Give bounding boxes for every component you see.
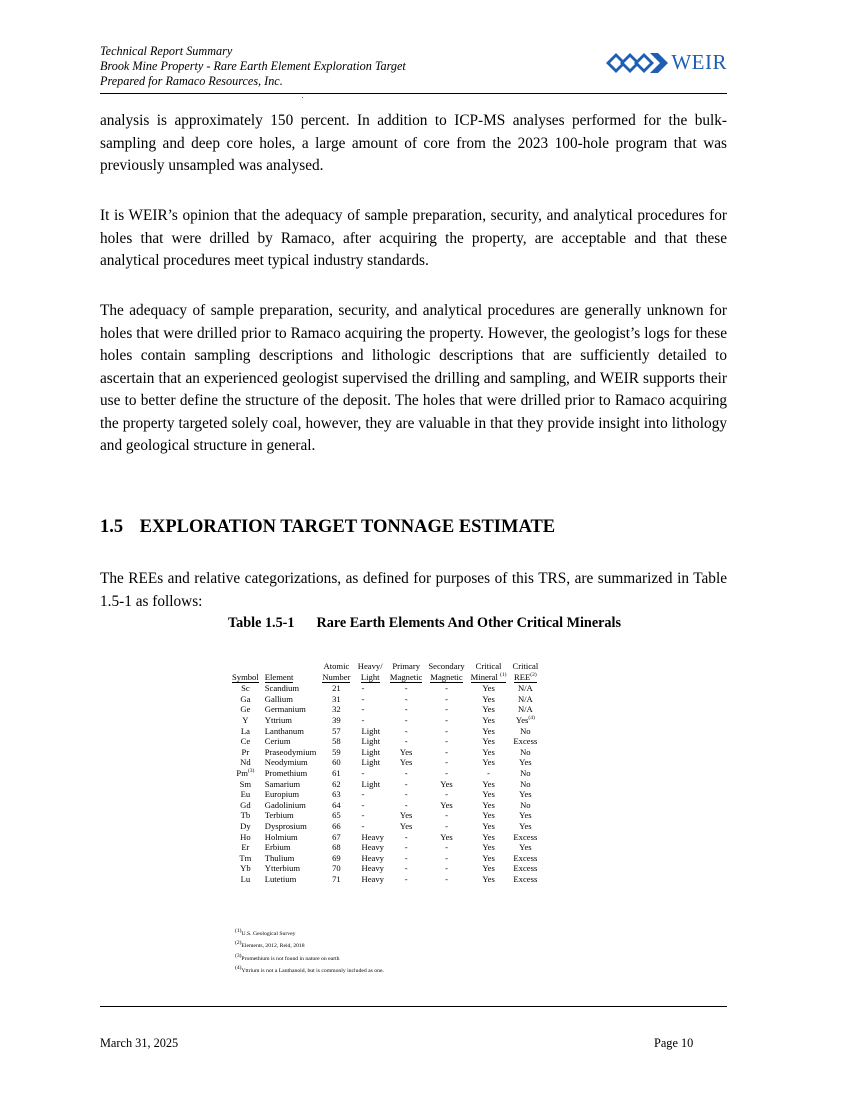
table-row	[229, 789, 541, 800]
cell-critical-ree: No	[520, 746, 531, 757]
footer-divider	[100, 1006, 727, 1007]
cell-secondary-magnetic: -	[445, 863, 448, 874]
cell-critical-ree: Yes	[519, 820, 532, 831]
cell-atomic-number: 71	[332, 873, 341, 884]
cell-symbol: Eu	[240, 789, 251, 800]
cell-primary-magnetic: -	[404, 831, 408, 842]
cell-critical-ree: Yes	[519, 842, 532, 853]
cell-primary-magnetic: Yes	[399, 757, 413, 768]
cell-symbol: Tb	[240, 810, 251, 821]
header-secondary-magnetic: Secondary Magnetic	[428, 661, 465, 682]
cell-secondary-magnetic: Yes	[440, 831, 453, 842]
logo-text: WEIR	[671, 50, 727, 74]
table-row	[229, 821, 541, 832]
cell-symbol: Yb	[240, 863, 251, 874]
paragraph-3	[100, 300, 727, 458]
cell-heavy-light: -	[361, 714, 365, 725]
cell-symbol: Ho	[240, 831, 251, 842]
cell-secondary-magnetic: -	[445, 873, 448, 884]
header-line-2: Brook Mine Property - Rare Earth Element Exploration Target	[100, 59, 406, 73]
cell-symbol: Ce	[240, 736, 251, 747]
cell-critical-mineral: -	[487, 767, 490, 778]
page-header	[100, 44, 727, 92]
cell-critical-ree: N/A	[517, 683, 533, 694]
cell-element: Lutetium	[264, 873, 297, 884]
cell-secondary-magnetic: -	[445, 852, 448, 863]
cell-heavy-light: Heavy	[361, 873, 384, 884]
header-heavy-light: Heavy/ Light	[357, 661, 383, 682]
cell-critical-mineral: Yes	[482, 789, 495, 800]
cell-atomic-number: 69	[332, 852, 341, 863]
cell-secondary-magnetic: -	[445, 693, 448, 704]
cell-secondary-magnetic: -	[445, 683, 448, 694]
header-critical-mineral: Critical Mineral $^{(1)}$	[470, 661, 507, 682]
footer-date: March 31, 2025	[100, 1036, 179, 1050]
footer-page-number: Page 10	[654, 1036, 694, 1050]
cell-primary-magnetic: -	[404, 736, 408, 747]
cell-symbol: Nd	[240, 757, 251, 768]
cell-primary-magnetic: Yes	[399, 746, 413, 757]
cell-atomic-number: 66	[332, 820, 341, 831]
cell-heavy-light: Light	[361, 736, 381, 747]
cell-primary-magnetic: -	[404, 873, 408, 884]
cell-heavy-light: Heavy	[361, 852, 384, 863]
cell-element: Gadolinium	[264, 799, 306, 810]
cell-atomic-number: 60	[332, 757, 341, 768]
cell-symbol: Er	[241, 842, 250, 853]
cell-element: Holmium	[264, 831, 298, 842]
cell-critical-ree: No	[520, 778, 531, 789]
cell-primary-magnetic: -	[404, 842, 408, 853]
table-caption	[0, 615, 849, 632]
section-heading	[100, 517, 555, 538]
cell-critical-ree: Yes$^{(4)}$	[515, 714, 535, 725]
cell-critical-ree: No	[520, 767, 531, 778]
cell-primary-magnetic: -	[404, 863, 408, 874]
cell-critical-mineral: Yes	[482, 863, 495, 874]
cell-critical-mineral: Yes	[482, 757, 495, 768]
cell-secondary-magnetic: -	[445, 746, 448, 757]
cell-symbol: Tm	[239, 852, 252, 863]
table-row	[229, 853, 541, 864]
header-line-1: Technical Report Summary	[100, 44, 233, 58]
cell-element: Praseodymium	[264, 746, 317, 757]
footnote: $^{(2)}$Elements, 2012, Reid, 2018	[235, 940, 305, 950]
cell-symbol: Sm	[239, 778, 252, 789]
table-intro-paragraph	[100, 568, 727, 613]
cell-critical-mineral: Yes	[482, 736, 495, 747]
header-symbol: Symbol	[232, 671, 259, 682]
cell-critical-mineral: Yes	[482, 683, 495, 694]
cell-critical-ree: Excess	[513, 852, 538, 863]
cell-heavy-light: -	[361, 820, 365, 831]
cell-element: Lanthanum	[264, 725, 304, 736]
header-critical-ree: Critical REE$^{(2)}$	[512, 661, 539, 682]
header-element: Element	[264, 671, 294, 682]
cell-atomic-number: 57	[332, 725, 341, 736]
cell-atomic-number: 21	[332, 683, 341, 694]
cell-critical-ree: N/A	[517, 693, 533, 704]
cell-critical-ree: Excess	[513, 863, 538, 874]
header-dot	[302, 97, 303, 98]
cell-critical-ree: Excess	[513, 873, 538, 884]
cell-atomic-number: 63	[332, 789, 341, 800]
cell-critical-mineral: Yes	[482, 820, 495, 831]
cell-heavy-light: Heavy	[361, 842, 384, 853]
cell-element: Europium	[264, 789, 300, 800]
footnote: $^{(3)}$Promethium is not found in nature on earth	[235, 952, 340, 962]
cell-critical-mineral: Yes	[482, 746, 495, 757]
cell-critical-ree: Excess	[513, 736, 538, 747]
cell-element: Germanium	[264, 704, 306, 715]
cell-critical-ree: N/A	[517, 704, 533, 715]
cell-critical-ree: No	[520, 725, 531, 736]
table-row	[229, 694, 541, 705]
cell-symbol: Ga	[240, 693, 251, 704]
paragraph-text: The adequacy of sample preparation, security, and analytical procedures are generally unknown for holes that were drilled prior to Ramaco acquiring the property. However, the geologist’s logs for these holes contain sampling descriptions and lithologic descriptions that are sufficiently detailed to ascertain that an experienced geologist supervised the drilling and sampling, and WEIR supports their use to better define the structure of the deposit. The holes that were drilled prior to Ramaco acquiring the property targeted solely coal, however, they are valuable in that they provide insight into lithology and geological structure in general.	[100, 302, 727, 454]
table-row	[229, 800, 541, 811]
cell-element: Neodymium	[264, 757, 308, 768]
paragraph-1	[100, 110, 727, 178]
cell-heavy-light: -	[361, 767, 365, 778]
cell-critical-mineral: Yes	[482, 704, 495, 715]
table-row	[229, 683, 541, 694]
cell-heavy-light: Light	[361, 778, 381, 789]
cell-element: Erbium	[264, 842, 291, 853]
paragraph-text: The REEs and relative categorizations, as defined for purposes of this TRS, are summarized in Table 1.5-1 as follows:	[100, 570, 727, 610]
header-primary-magnetic: Primary Magnetic	[389, 661, 423, 682]
cell-element: Promethium	[264, 767, 308, 778]
cell-critical-ree: Yes	[519, 789, 532, 800]
table-row	[229, 704, 541, 715]
cell-element: Gallium	[264, 693, 293, 704]
cell-critical-ree: Excess	[513, 831, 538, 842]
cell-element: Samarium	[264, 778, 301, 789]
cell-element: Terbium	[264, 810, 294, 821]
cell-symbol: Y	[242, 714, 249, 725]
table-footnotes	[235, 928, 384, 977]
cell-critical-mineral: Yes	[482, 778, 495, 789]
cell-symbol: Gd	[240, 799, 251, 810]
table-row	[229, 842, 541, 853]
cell-heavy-light: -	[361, 683, 365, 694]
cell-primary-magnetic: -	[404, 725, 408, 736]
section-title: EXPLORATION TARGET TONNAGE ESTIMATE	[139, 517, 556, 537]
cell-critical-mineral: Yes	[482, 799, 495, 810]
cell-element: Dysprosium	[264, 820, 307, 831]
cell-primary-magnetic: -	[404, 704, 408, 715]
table-row	[229, 874, 541, 885]
header-divider	[100, 93, 727, 94]
table-row	[229, 726, 541, 737]
table-row	[229, 768, 541, 779]
cell-critical-mineral: Yes	[482, 725, 495, 736]
footnote: $^{(1)}$U.S. Geological Survey	[235, 928, 296, 937]
table-row	[229, 810, 541, 821]
cell-critical-ree: No	[520, 799, 531, 810]
cell-heavy-light: -	[361, 693, 365, 704]
cell-element: Thulium	[264, 852, 295, 863]
cell-atomic-number: 65	[332, 810, 341, 821]
cell-heavy-light: Light	[361, 725, 381, 736]
cell-secondary-magnetic: -	[445, 842, 448, 853]
cell-critical-ree: Yes	[519, 810, 532, 821]
header-line-3: Prepared for Ramaco Resources, Inc.	[100, 74, 283, 88]
cell-critical-mineral: Yes	[482, 810, 495, 821]
table-body	[229, 683, 541, 884]
table-row	[229, 863, 541, 874]
cell-critical-mineral: Yes	[482, 852, 495, 863]
cell-heavy-light: -	[361, 810, 365, 821]
cell-symbol: La	[240, 725, 250, 736]
cell-heavy-light: Light	[361, 757, 381, 768]
table-row	[229, 736, 541, 747]
cell-atomic-number: 31	[332, 693, 341, 704]
cell-symbol: Pm$^{(3)}$	[236, 767, 255, 778]
table-row	[229, 779, 541, 790]
cell-heavy-light: Light	[361, 746, 381, 757]
cell-secondary-magnetic: -	[445, 810, 448, 821]
cell-critical-mineral: Yes	[482, 873, 495, 884]
table-row	[229, 757, 541, 768]
cell-symbol: Lu	[240, 873, 251, 884]
cell-atomic-number: 61	[332, 767, 341, 778]
cell-symbol: Dy	[240, 820, 251, 831]
table-row	[229, 832, 541, 843]
cell-secondary-magnetic: -	[445, 704, 448, 715]
cell-secondary-magnetic: -	[445, 725, 448, 736]
cell-primary-magnetic: -	[404, 767, 408, 778]
table-header-row	[229, 661, 541, 683]
cell-heavy-light: -	[361, 789, 365, 800]
cell-secondary-magnetic: -	[445, 757, 448, 768]
cell-atomic-number: 64	[332, 799, 341, 810]
cell-secondary-magnetic: -	[445, 714, 448, 725]
cell-atomic-number: 39	[332, 714, 341, 725]
paragraph-text: It is WEIR’s opinion that the adequacy of sample preparation, security, and analytical procedures for holes that were drilled by Ramaco, after acquiring the property, are acceptable and that these analytical procedures meet typical industry standards.	[100, 207, 727, 269]
section-number: 1.5	[100, 517, 124, 537]
paragraph-2	[100, 205, 727, 273]
cell-element: Yttrium	[264, 714, 292, 725]
cell-primary-magnetic: -	[404, 789, 408, 800]
table-row	[229, 715, 541, 726]
cell-heavy-light: -	[361, 799, 365, 810]
cell-element: Ytterbium	[264, 863, 301, 874]
cell-symbol: Sc	[241, 683, 250, 694]
cell-primary-magnetic: Yes	[399, 820, 413, 831]
cell-atomic-number: 67	[332, 831, 341, 842]
paragraph-text: analysis is approximately 150 percent. In addition to ICP-MS analyses performed for the bulk-sampling and deep core holes, a large amount of core from the 2023 100-hole program that was previously unsampled was analysed.	[100, 112, 727, 174]
cell-primary-magnetic: -	[404, 778, 408, 789]
cell-heavy-light: -	[361, 704, 365, 715]
table-title: Rare Earth Elements And Other Critical Minerals	[316, 615, 621, 631]
table-row	[229, 747, 541, 758]
cell-secondary-magnetic: -	[445, 767, 448, 778]
cell-primary-magnetic: -	[404, 693, 408, 704]
header-atomic-number: Atomic Number	[322, 661, 351, 682]
cell-primary-magnetic: Yes	[399, 810, 413, 821]
weir-logo-diamonds-icon	[606, 53, 670, 73]
footnote: $^{(4)}$Yttrium is not a Lanthanoid, but is commonly included as one.	[235, 965, 384, 974]
cell-heavy-light: Heavy	[361, 863, 384, 874]
cell-critical-mineral: Yes	[482, 842, 495, 853]
cell-secondary-magnetic: -	[445, 736, 448, 747]
cell-atomic-number: 62	[332, 778, 341, 789]
cell-secondary-magnetic: Yes	[440, 799, 453, 810]
cell-atomic-number: 59	[332, 746, 341, 757]
cell-primary-magnetic: -	[404, 683, 408, 694]
cell-atomic-number: 70	[332, 863, 341, 874]
cell-critical-ree: Yes	[519, 757, 532, 768]
cell-critical-mineral: Yes	[482, 831, 495, 842]
cell-heavy-light: Heavy	[361, 831, 384, 842]
cell-primary-magnetic: -	[404, 714, 408, 725]
rare-earth-elements-table	[229, 661, 541, 884]
cell-atomic-number: 32	[332, 704, 341, 715]
cell-secondary-magnetic: -	[445, 820, 448, 831]
weir-logo	[606, 50, 727, 75]
cell-symbol: Ge	[240, 704, 251, 715]
cell-element: Scandium	[264, 683, 300, 694]
cell-primary-magnetic: -	[404, 852, 408, 863]
cell-primary-magnetic: -	[404, 799, 408, 810]
cell-atomic-number: 68	[332, 842, 341, 853]
cell-secondary-magnetic: Yes	[440, 778, 453, 789]
table-number: Table 1.5-1	[228, 615, 295, 631]
cell-atomic-number: 58	[332, 736, 341, 747]
cell-element: Cerium	[264, 736, 291, 747]
cell-critical-mineral: Yes	[482, 714, 495, 725]
cell-symbol: Pr	[241, 746, 250, 757]
cell-secondary-magnetic: -	[445, 789, 448, 800]
cell-critical-mineral: Yes	[482, 693, 495, 704]
